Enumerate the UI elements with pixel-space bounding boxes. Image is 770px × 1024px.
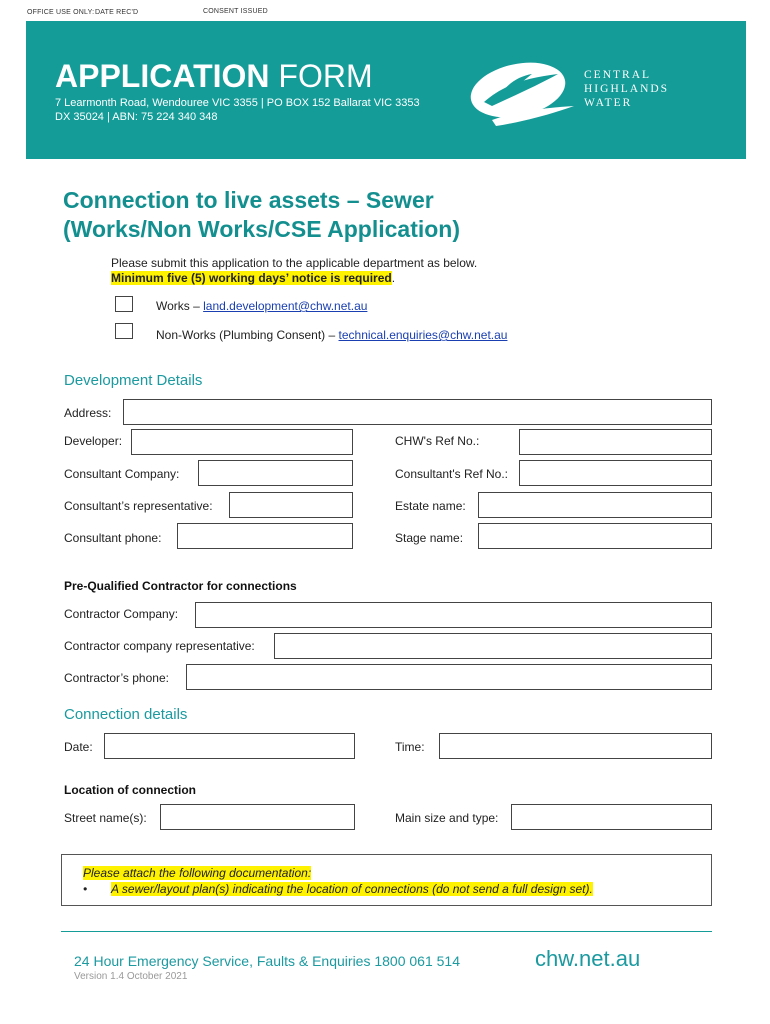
consent-issued-label: CONSENT ISSUED	[203, 8, 268, 15]
consultant-ref-label: Consultant's Ref No.:	[395, 467, 509, 481]
works-option	[156, 299, 367, 313]
notice-highlight: Minimum five (5) working days’ notice is required	[111, 271, 392, 285]
logo-line-3: WATER	[584, 97, 633, 109]
notice-end: .	[391, 271, 396, 285]
consultant-phone-field[interactable]	[177, 523, 353, 549]
footer-divider	[61, 931, 712, 932]
address-label: Address:	[64, 406, 112, 420]
website-link[interactable]: chw.net.au	[535, 946, 641, 971]
contractor-rep-field[interactable]	[274, 633, 712, 659]
contractor-phone-field[interactable]	[186, 664, 712, 690]
works-email-link[interactable]: land.development@chw.net.au	[203, 299, 368, 313]
consultant-rep-field[interactable]	[229, 492, 353, 518]
stage-name-label: Stage name:	[395, 531, 464, 545]
non-works-label: Non-Works (Plumbing Consent) –	[156, 328, 339, 342]
contractor-heading: Pre-Qualified Contractor for connections	[64, 579, 297, 593]
logo-line-2: HIGHLANDS	[584, 83, 670, 95]
works-label: Works –	[156, 299, 204, 313]
developer-field[interactable]	[131, 429, 353, 455]
estate-name-label: Estate name:	[395, 499, 466, 513]
developer-label: Developer:	[64, 434, 123, 448]
logo-wordmark	[584, 68, 669, 110]
form-title	[63, 186, 460, 244]
location-heading: Location of connection	[64, 783, 196, 797]
time-field[interactable]	[439, 733, 712, 759]
date-field[interactable]	[104, 733, 355, 759]
date-label: Date:	[64, 740, 93, 754]
notice-line	[111, 271, 477, 286]
consultant-company-field[interactable]	[198, 460, 353, 486]
consultant-company-label: Consultant Company:	[64, 467, 180, 481]
consultant-rep-label: Consultant’s representative:	[64, 499, 213, 513]
non-works-option	[156, 328, 507, 342]
main-size-field[interactable]	[511, 804, 712, 830]
title-bold: APPLICATION	[55, 58, 270, 94]
address-line-1: 7 Learmonth Road, Wendouree VIC 3355 | PO BOX 152 Ballarat VIC 3353	[55, 97, 420, 109]
emergency-line: 24 Hour Emergency Service, Faults & Enquiries 1800 061 514	[74, 953, 460, 969]
chw-logo-icon	[462, 56, 582, 128]
intro-block	[111, 256, 477, 286]
address-field[interactable]	[123, 399, 712, 425]
form-title-line-2: (Works/Non Works/CSE Application)	[63, 216, 460, 242]
form-title-line-1: Connection to live assets – Sewer	[63, 187, 434, 213]
page-title	[55, 58, 373, 95]
stage-name-field[interactable]	[478, 523, 712, 549]
estate-name-field[interactable]	[478, 492, 712, 518]
non-works-email-link[interactable]: technical.enquiries@chw.net.au	[338, 328, 508, 342]
office-use-label: OFFICE USE ONLY:	[27, 9, 95, 16]
consultant-ref-field[interactable]	[519, 460, 712, 486]
contractor-phone-label: Contractor’s phone:	[64, 671, 169, 685]
chw-ref-field[interactable]	[519, 429, 712, 455]
logo-line-1: CENTRAL	[584, 69, 652, 81]
time-label: Time:	[395, 740, 425, 754]
main-size-label: Main size and type:	[395, 811, 499, 825]
contractor-company-label: Contractor Company:	[64, 607, 179, 621]
address-line-2: DX 35024 | ABN: 75 224 340 348	[55, 111, 218, 123]
intro-text: Please submit this application to the applicable department as below.	[111, 256, 478, 270]
title-light: FORM	[278, 58, 373, 94]
attach-item: A sewer/layout plan(s) indicating the location of connections (do not send a full design set).	[111, 882, 593, 896]
version-label: Version 1.4 October 2021	[74, 971, 188, 982]
attachment-notice	[83, 865, 593, 897]
contractor-company-field[interactable]	[195, 602, 712, 628]
street-name-label: Street name(s):	[64, 811, 147, 825]
bullet-icon: •	[83, 882, 88, 896]
consultant-phone-label: Consultant phone:	[64, 531, 162, 545]
attach-heading: Please attach the following documentation:	[83, 866, 312, 880]
development-heading: Development Details	[64, 372, 203, 389]
chw-ref-label: CHW's Ref No.:	[395, 434, 480, 448]
works-checkbox[interactable]	[115, 296, 133, 312]
connection-heading: Connection details	[64, 706, 188, 723]
date-recd-label: DATE REC'D	[95, 9, 139, 16]
contractor-rep-label: Contractor company representative:	[64, 639, 255, 653]
non-works-checkbox[interactable]	[115, 323, 133, 339]
street-name-field[interactable]	[160, 804, 355, 830]
org-address	[55, 96, 420, 124]
